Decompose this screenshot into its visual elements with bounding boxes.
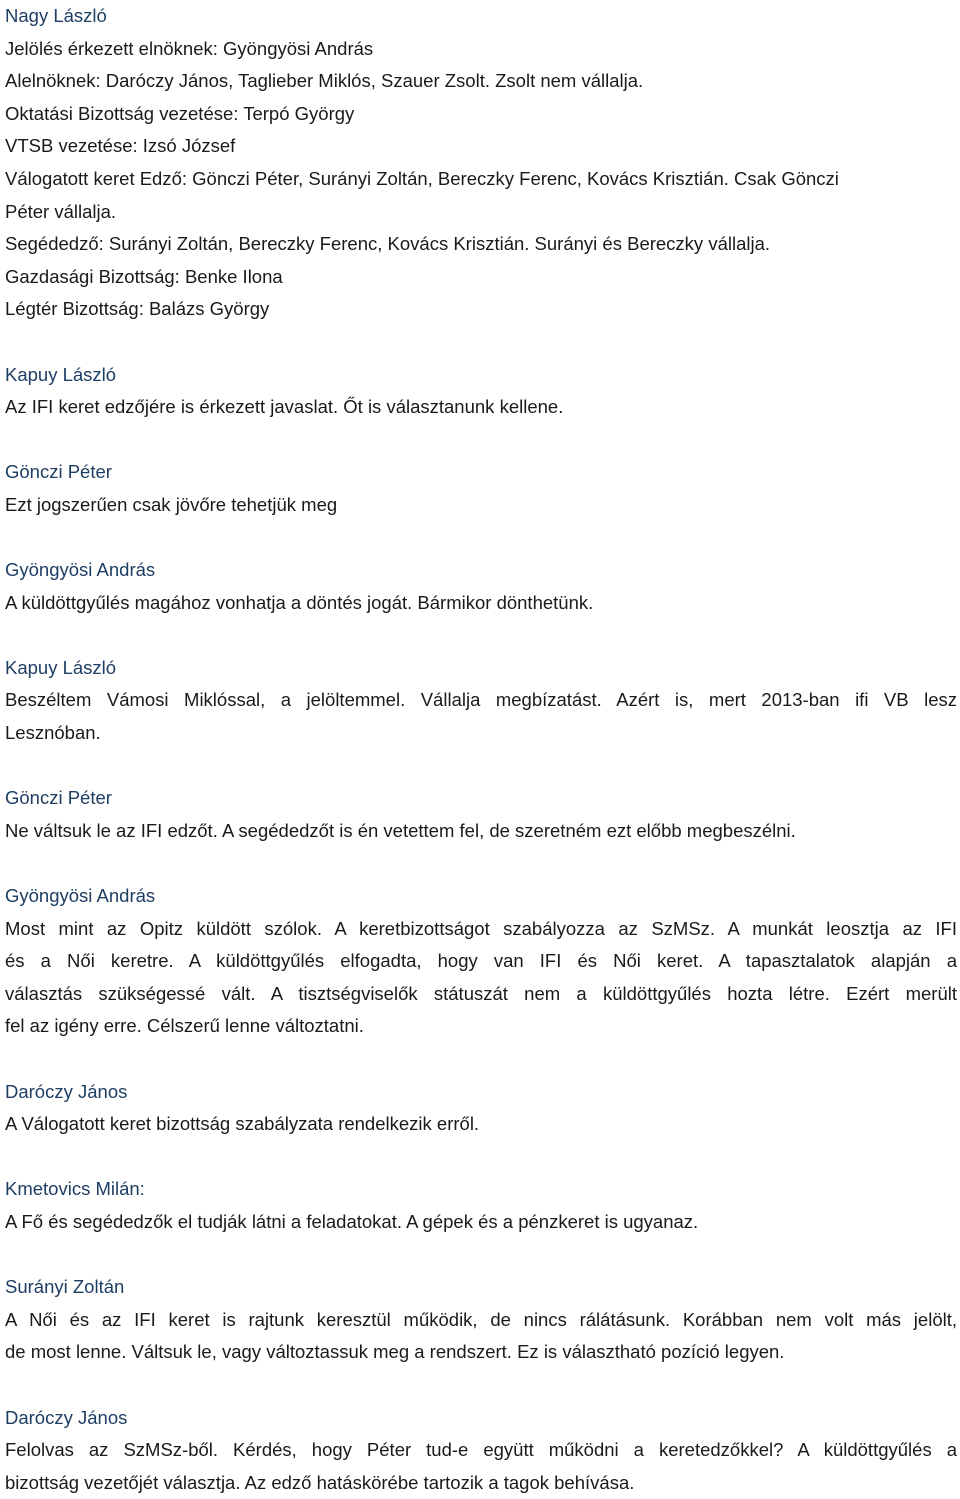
speaker-name: Kapuy László — [5, 363, 117, 385]
speech-line: Légtér Bizottság: Balázs György — [5, 298, 270, 320]
speech-block-gyongyosi-andras — [5, 554, 957, 619]
speech-line: választás szükségessé vált. A tisztségviselők státuszát nem a küldöttgyűlés hozta létre. Ezért merült — [5, 982, 957, 1004]
speaker-name: Gyöngyösi András — [5, 885, 156, 907]
speaker-name: Daróczy János — [5, 1406, 128, 1428]
speech-line: Alelnöknek: Daróczy János, Taglieber Miklós, Szauer Zsolt. Zsolt nem vállalja. — [5, 70, 644, 92]
speech-line: Ne váltsuk le az IFI edzőt. A segédedzőt is én vetettem fel, de szeretném ezt előbb megbeszélni. — [5, 819, 796, 841]
paragraph-gap — [5, 1369, 957, 1402]
speech-block-daroczy-janos — [5, 1402, 957, 1499]
speech-line: VTSB vezetése: Izsó József — [5, 135, 236, 157]
paragraph-gap — [5, 847, 957, 880]
speech-block-daroczy-janos — [5, 1076, 957, 1141]
speech-line: Felolvas az SzMSz-ből. Kérdés, hogy Péter tud-e együtt működni a keretedzőkkel? A küldöttgyűlés a — [5, 1439, 957, 1461]
speech-block-nagy-laszlo — [5, 0, 957, 326]
paragraph-gap — [5, 619, 957, 652]
speech-line: Péter vállalja. — [5, 200, 117, 222]
speaker-name: Daróczy János — [5, 1080, 128, 1102]
speech-line: Oktatási Bizottság vezetése: Terpó György — [5, 102, 355, 124]
paragraph-gap — [5, 1239, 957, 1272]
speech-line: Segédedző: Surányi Zoltán, Bereczky Ferenc, Kovács Krisztián. Surányi és Bereczky vállalja. — [5, 233, 771, 255]
speech-line: fel az igény erre. Célszerű lenne változtatni. — [5, 1015, 364, 1037]
speech-line: Most mint az Opitz küldött szólok. A keretbizottságot szabályozza az SzMSz. A munkát leosztja az IFI — [5, 917, 957, 939]
speaker-name: Gönczi Péter — [5, 461, 112, 483]
paragraph-gap — [5, 750, 957, 783]
speech-block-suranyi-zoltan — [5, 1271, 957, 1369]
speech-line: Lesznóban. — [5, 722, 101, 744]
paragraph-gap — [5, 424, 957, 457]
speaker-name: Gyöngyösi András — [5, 559, 156, 581]
speech-line: A Fő és segédedzők el tudják látni a feladatokat. A gépek és a pénzkeret is ugyanaz. — [5, 1210, 699, 1232]
paragraph-gap — [5, 1043, 957, 1076]
speech-line: Válogatott keret Edző: Gönczi Péter, Surányi Zoltán, Bereczky Ferenc, Kovács Krisztián. Csak Gönczi — [5, 167, 839, 189]
speech-line: bizottság vezetőjét választja. Az edző hatáskörébe tartozik a tagok behívása. — [5, 1471, 635, 1493]
speaker-name: Kapuy László — [5, 656, 117, 678]
speech-block-kapuy-laszlo — [5, 359, 957, 424]
speech-block-kapuy-laszlo — [5, 652, 957, 750]
paragraph-gap — [5, 326, 957, 359]
speech-line: A küldöttgyűlés magához vonhatja a döntés jogát. Bármikor dönthetünk. — [5, 591, 594, 613]
speaker-name: Kmetovics Milán: — [5, 1178, 145, 1200]
speaker-name: Gönczi Péter — [5, 787, 112, 809]
speaker-name: Surányi Zoltán — [5, 1276, 125, 1298]
speech-block-gonczi-peter — [5, 782, 957, 847]
speech-line: A Válogatott keret bizottság szabályzata rendelkezik erről. — [5, 1113, 480, 1135]
speech-block-gonczi-peter — [5, 456, 957, 521]
speech-block-gyongyosi-andras — [5, 880, 957, 1043]
speech-line: és a Női keretre. A küldöttgyűlés elfogadta, hogy van IFI és Női keret. A tapasztalatok alapján a — [5, 950, 957, 972]
speaker-name: Nagy László — [5, 5, 107, 26]
speech-line: Gazdasági Bizottság: Benke Ilona — [5, 265, 283, 287]
speech-line: Az IFI keret edzőjére is érkezett javaslat. Őt is választanunk kellene. — [5, 396, 564, 418]
paragraph-gap — [5, 522, 957, 555]
speech-line: Ezt jogszerűen csak jövőre tehetjük meg — [5, 493, 338, 515]
speech-line: Jelölés érkezett elnöknek: Gyöngyösi András — [5, 37, 374, 59]
speech-block-kmetovics-milan — [5, 1173, 957, 1238]
speech-line: A Női és az IFI keret is rajtunk keresztül működik, de nincs rálátásunk. Korábban nem volt más jelölt, — [5, 1308, 957, 1330]
speech-line: de most lenne. Váltsuk le, vagy változtassuk meg a rendszert. Ez is választható pozíció legyen. — [5, 1341, 785, 1363]
paragraph-gap — [5, 1141, 957, 1174]
speech-line: Beszéltem Vámosi Miklóssal, a jelöltemmel. Vállalja megbízatást. Azért is, mert 2013-ban ifi VB lesz — [5, 689, 957, 711]
